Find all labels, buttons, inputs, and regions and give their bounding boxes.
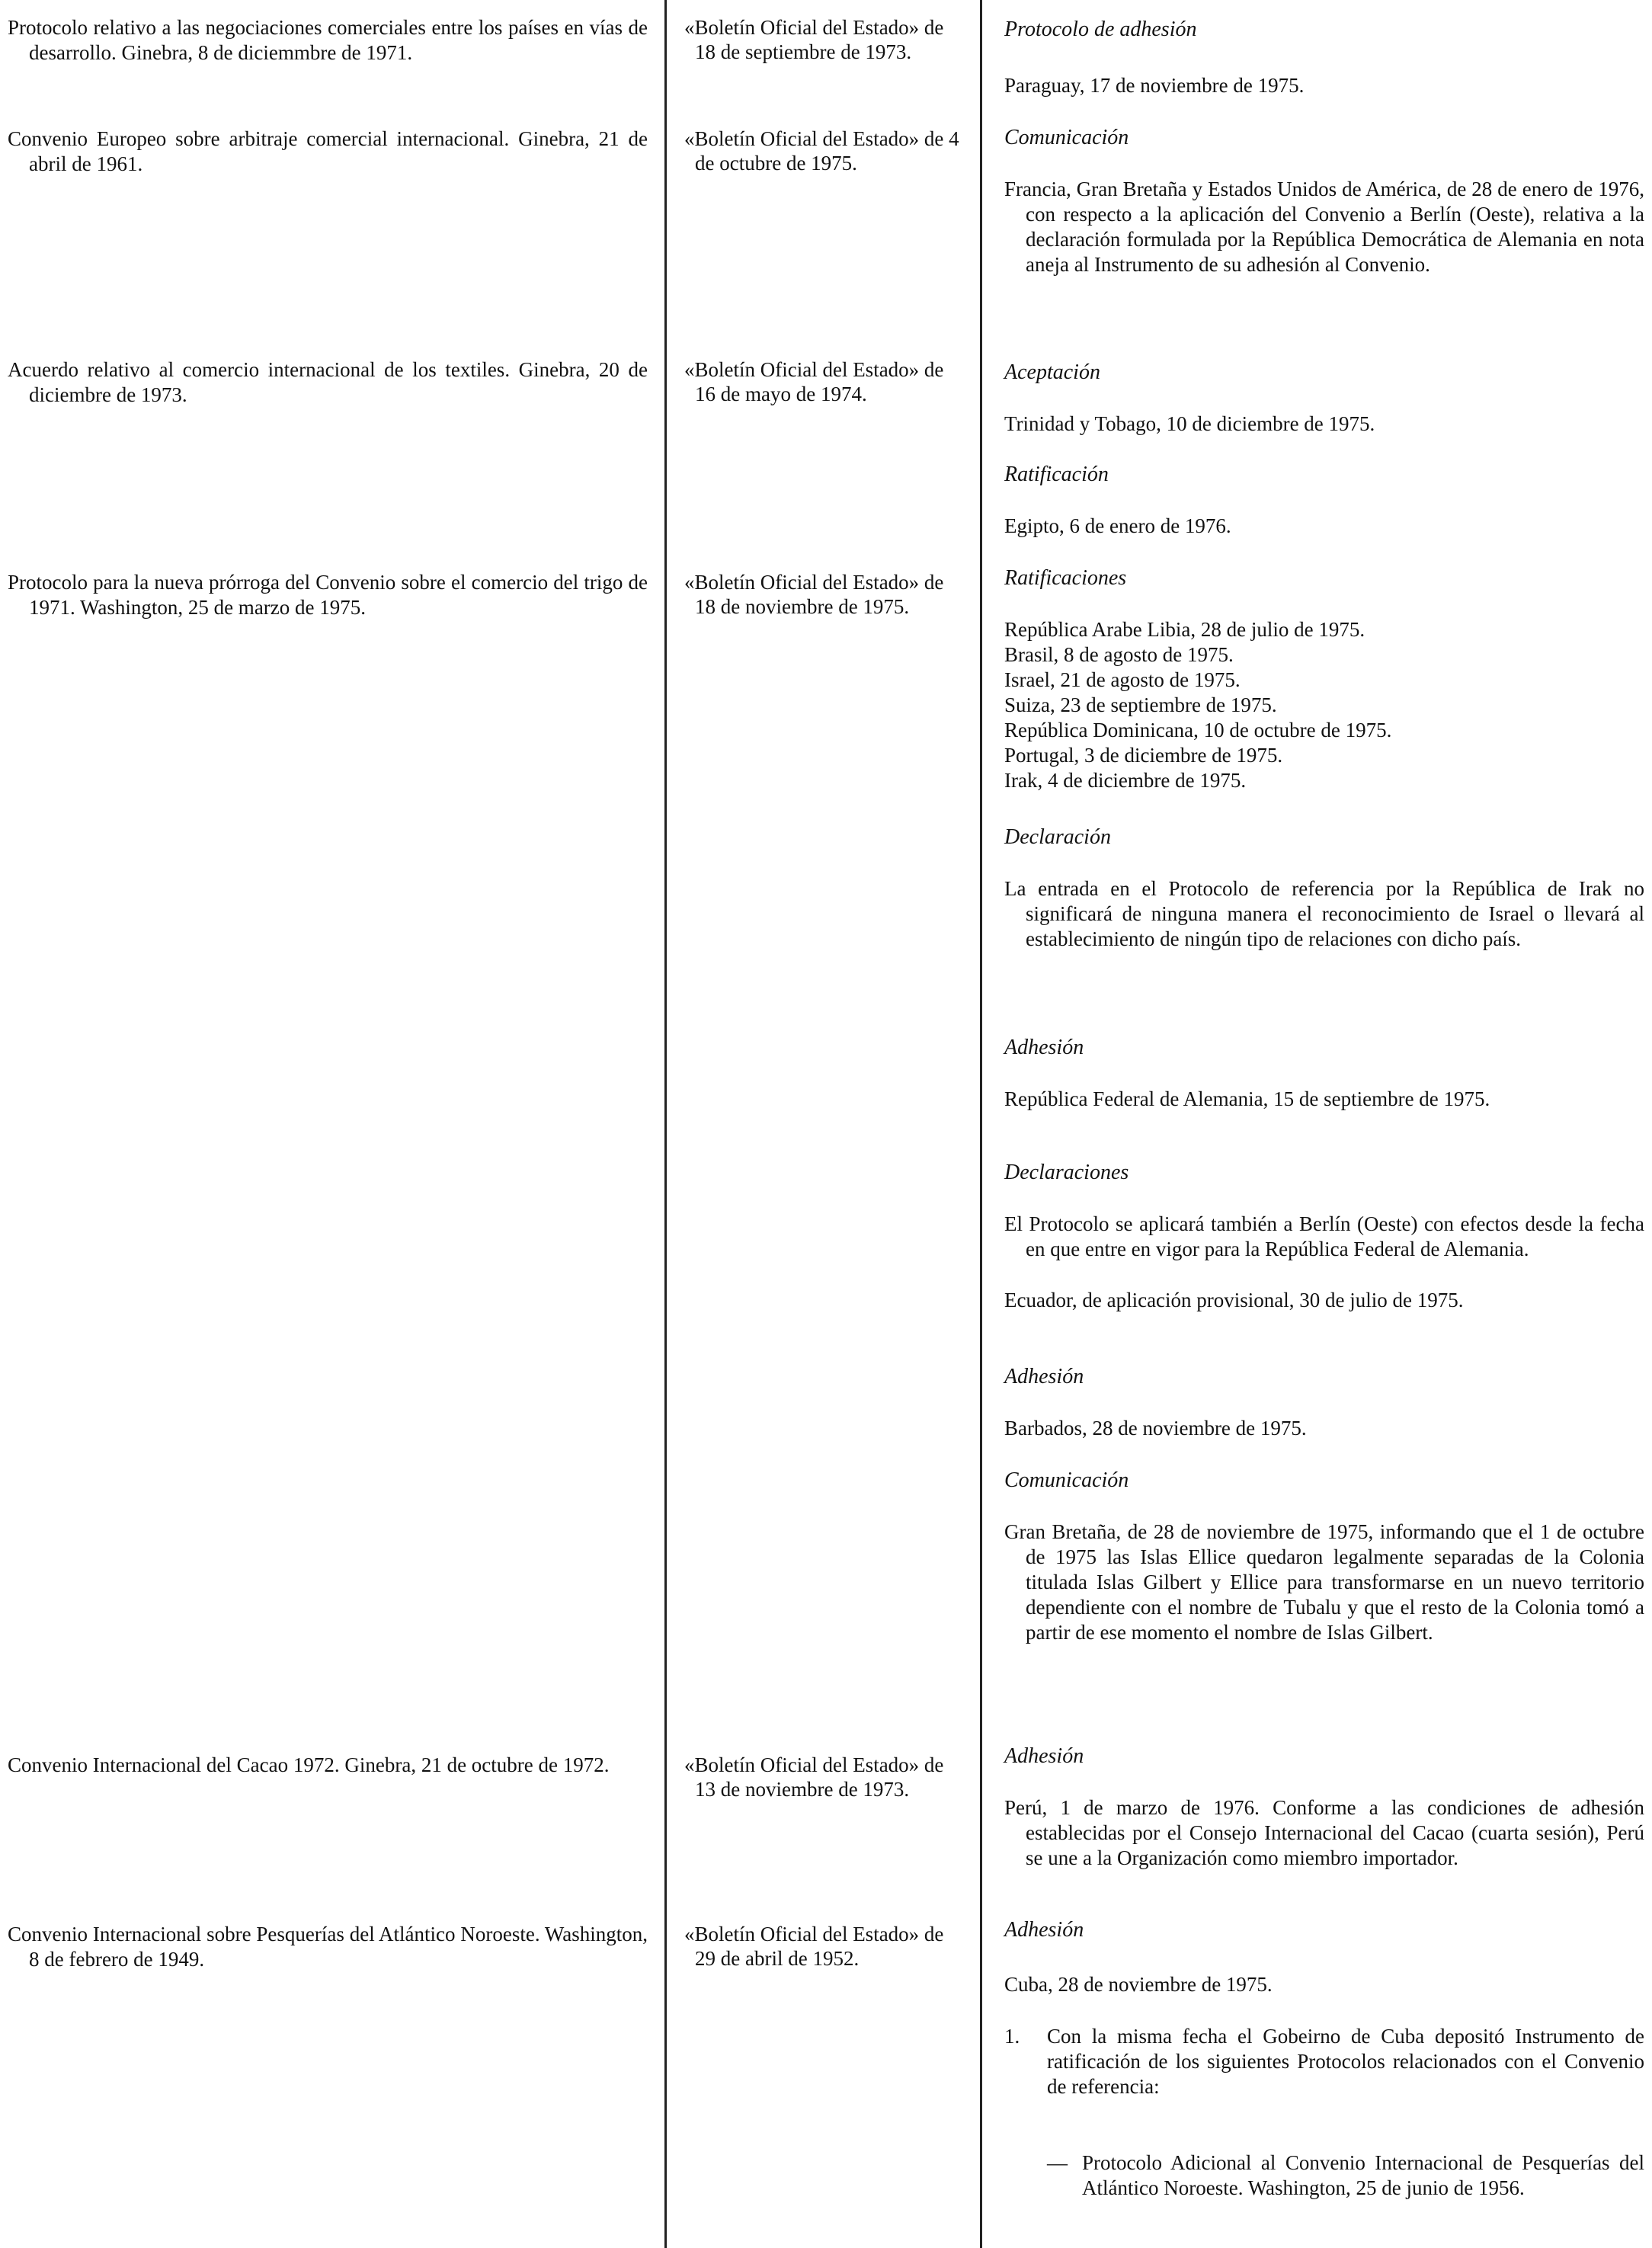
status-entry: Perú, 1 de marzo de 1976. Conforme a las condiciones de adhesión establecidas por el Consejo Internacional del Cacao (cuarta sesión), Perú se une a la Organización como miembro importador. xyxy=(1004,1796,1644,1869)
gazette-reference: «Boletín Oficial del Estado» de 4 de octubre de 1975. xyxy=(684,127,959,175)
column-rule-left xyxy=(664,0,667,2248)
treaty-entry xyxy=(8,1922,648,1972)
status-entry: Paraguay, 17 de noviembre de 1975. xyxy=(1004,74,1305,97)
status-entry: Trinidad y Tobago, 10 de diciembre de 1975. xyxy=(1004,412,1375,435)
section-heading: Declaraciones xyxy=(1004,1161,1129,1184)
status-entry: Barbados, 28 de noviembre de 1975. xyxy=(1004,1417,1307,1439)
section-heading: Ratificaciones xyxy=(1004,566,1127,590)
section-heading: Protocolo de adhesión xyxy=(1004,18,1197,41)
list-item: República Arabe Libia, 28 de julio de 1975. xyxy=(1004,618,1365,641)
treaty-title: Protocolo relativo a las negociaciones comerciales entre los países en vías de desarrollo. Ginebra, 8 de diciemmbre de 1971. xyxy=(8,16,648,64)
dash-item xyxy=(1004,2150,1644,2201)
gazette-entry xyxy=(684,570,966,619)
gazette-entry xyxy=(684,1753,966,1801)
list-item: Suiza, 23 de septiembre de 1975. xyxy=(1004,693,1277,716)
section-heading: Comunicación xyxy=(1004,126,1129,149)
item-number: 1. xyxy=(1004,2025,1020,2048)
section-heading: Adhesión xyxy=(1004,1744,1084,1768)
gazette-reference: «Boletín Oficial del Estado» de 18 de noviembre de 1975. xyxy=(684,571,944,618)
status-entry: República Federal de Alemania, 15 de septiembre de 1975. xyxy=(1004,1087,1490,1110)
list-item: Israel, 21 de agosto de 1975. xyxy=(1004,668,1241,691)
status-entry: Cuba, 28 de noviembre de 1975. xyxy=(1004,1973,1273,1996)
status-entry: La entrada en el Protocolo de referencia por la República de Irak no significará de ninguna manera el reconocimiento de Israel o llevará al establecimiento de ningún tipo de relaciones con dicho país. xyxy=(1004,877,1644,950)
section-heading: Adhesión xyxy=(1004,1365,1084,1388)
list-item: Portugal, 3 de diciembre de 1975. xyxy=(1004,744,1283,767)
numbered-item xyxy=(1004,2024,1644,2099)
treaty-entry xyxy=(8,570,648,620)
section-heading: Aceptación xyxy=(1004,360,1100,384)
treaty-title: Convenio Internacional sobre Pesquerías del Atlántico Noroeste. Washington, 8 de febrero de 1949. xyxy=(8,1923,648,1971)
column-rule-right xyxy=(980,0,982,2248)
list-item: República Dominicana, 10 de octubre de 1975. xyxy=(1004,719,1392,741)
status-entry: Ecuador, de aplicación provisional, 30 de julio de 1975. xyxy=(1004,1289,1464,1311)
gazette-reference: «Boletín Oficial del Estado» de 13 de noviembre de 1973. xyxy=(684,1753,944,1801)
status-entry: El Protocolo se aplicará también a Berlín (Oeste) con efectos desde la fecha en que entre en vigor para la República Federal de Alemania. xyxy=(1004,1212,1644,1260)
treaty-entry xyxy=(8,1753,648,1778)
status-entry: Egipto, 6 de enero de 1976. xyxy=(1004,514,1231,537)
status-entry: Gran Bretaña, de 28 de noviembre de 1975, informando que el 1 de octubre de 1975 las Islas Ellice quedaron legalmente separadas de la Colonia titulada Islas Gilbert y Ellice para transformarse en un nuevo territorio dependiente con el nombre de Tubalu y que el resto de la Colonia tomó a partir de ese momento el nombre de Islas Gilbert. xyxy=(1004,1520,1644,1644)
treaty-entry xyxy=(8,126,648,177)
list-item: Irak, 4 de diciembre de 1975. xyxy=(1004,769,1247,792)
treaty-title: Protocolo para la nueva prórroga del Convenio sobre el comercio del trigo de 1971. Washington, 25 de marzo de 1975. xyxy=(8,571,648,619)
treaty-title: Acuerdo relativo al comercio internacional de los textiles. Ginebra, 20 de diciembre de 1973. xyxy=(8,358,648,406)
gazette-entry xyxy=(684,1922,966,1971)
dash-mark: — xyxy=(1047,2151,1068,2174)
gazette-reference: «Boletín Oficial del Estado» de 16 de mayo de 1974. xyxy=(684,358,944,405)
status-entry: Francia, Gran Bretaña y Estados Unidos de América, de 28 de enero de 1976, con respecto a la aplicación del Convenio a Berlín (Oeste), relativa a la declaración formulada por la República Democrática de Alemania en nota aneja al Instrumento de su adhesión al Convenio. xyxy=(1004,178,1644,276)
section-heading: Declaración xyxy=(1004,825,1111,849)
gazette-entry xyxy=(684,357,966,406)
treaty-entry xyxy=(8,357,648,408)
section-heading: Comunicación xyxy=(1004,1468,1129,1492)
section-heading: Adhesión xyxy=(1004,1918,1084,1942)
ratification-list xyxy=(1004,617,1644,793)
item-text: Protocolo Adicional al Convenio Internacional de Pesquerías del Atlántico Noroeste. Washington, 25 de junio de 1956. xyxy=(1082,2151,1644,2199)
gazette-entry xyxy=(684,126,966,175)
gazette-reference: «Boletín Oficial del Estado» de 18 de septiembre de 1973. xyxy=(684,16,944,63)
section-heading: Ratificación xyxy=(1004,463,1109,486)
treaty-entry xyxy=(8,15,648,66)
list-item: Brasil, 8 de agosto de 1975. xyxy=(1004,643,1234,666)
item-text: Con la misma fecha el Gobeirno de Cuba depositó Instrumento de ratificación de los siguientes Protocolos relacionados con el Convenio de referencia: xyxy=(1047,2025,1644,2098)
gazette-reference: «Boletín Oficial del Estado» de 29 de abril de 1952. xyxy=(684,1923,944,1970)
treaty-title: Convenio Europeo sobre arbitraje comercial internacional. Ginebra, 21 de abril de 1961. xyxy=(8,127,648,175)
section-heading: Adhesión xyxy=(1004,1036,1084,1059)
gazette-entry xyxy=(684,15,966,64)
treaty-title: Convenio Internacional del Cacao 1972. Ginebra, 21 de octubre de 1972. xyxy=(8,1753,610,1776)
